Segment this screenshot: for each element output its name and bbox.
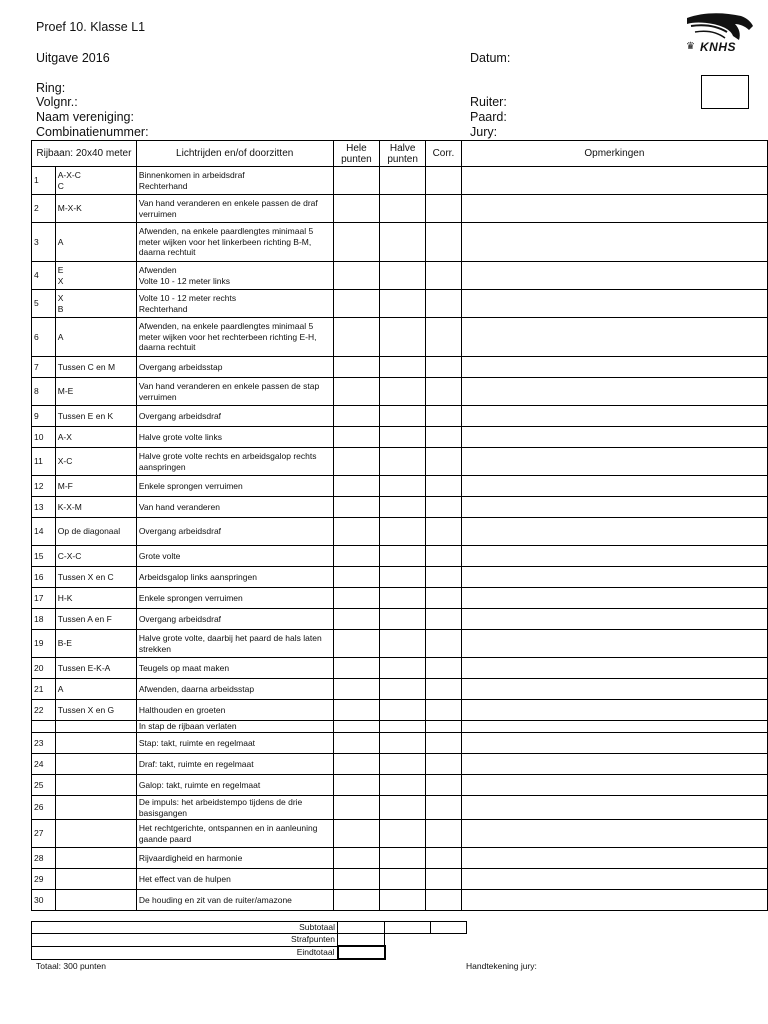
row-corr[interactable] [426, 448, 462, 476]
row-number: 12 [32, 476, 56, 497]
field-jury: Jury: [470, 125, 498, 139]
row-location: Tussen X en G [55, 700, 136, 721]
col-opmerkingen: Opmerkingen [461, 141, 767, 167]
row-number: 3 [32, 223, 56, 262]
row-number: 14 [32, 518, 56, 546]
row-movement: Van hand veranderen en enkele passen de stap verruimen [136, 378, 333, 406]
strafpunten-value[interactable] [338, 934, 385, 947]
row-corr[interactable] [426, 630, 462, 658]
table-row [32, 290, 768, 318]
row-number: 20 [32, 658, 56, 679]
row-halve-punten[interactable] [380, 820, 426, 848]
table-row [32, 679, 768, 700]
row-location: A-X [55, 427, 136, 448]
row-halve-punten[interactable] [380, 546, 426, 567]
row-corr[interactable] [426, 476, 462, 497]
row-number: 27 [32, 820, 56, 848]
row-opmerkingen[interactable] [461, 497, 767, 518]
row-number: 6 [32, 318, 56, 357]
row-movement: Arbeidsgalop links aanspringen [136, 567, 333, 588]
row-hele-punten[interactable] [333, 848, 380, 869]
row-movement: De impuls: het arbeidstempo tijdens de drie basisgangen [136, 796, 333, 820]
row-hele-punten[interactable] [333, 195, 380, 223]
row-corr[interactable] [426, 318, 462, 357]
row-opmerkingen[interactable] [461, 195, 767, 223]
row-movement: In stap de rijbaan verlaten [136, 721, 333, 733]
row-opmerkingen[interactable] [461, 378, 767, 406]
row-movement: Stap: takt, ruimte en regelmaat [136, 733, 333, 754]
row-location: K-X-M [55, 497, 136, 518]
row-corr[interactable] [426, 357, 462, 378]
row-corr[interactable] [426, 427, 462, 448]
table-row [32, 448, 768, 476]
table-row [32, 378, 768, 406]
row-corr[interactable] [426, 820, 462, 848]
row-location: Tussen C en M [55, 357, 136, 378]
crown-icon: ♛ [686, 41, 695, 52]
field-vereniging: Naam vereniging: [36, 110, 134, 124]
row-corr[interactable] [426, 290, 462, 318]
handtekening-jury: Handtekening jury: [466, 961, 537, 971]
row-corr[interactable] [426, 775, 462, 796]
row-location: A [55, 318, 136, 357]
number-box [701, 75, 749, 109]
row-opmerkingen[interactable] [461, 262, 767, 290]
table-row [32, 869, 768, 890]
row-location [55, 869, 136, 890]
row-corr[interactable] [426, 497, 462, 518]
row-hele-punten[interactable] [333, 546, 380, 567]
row-halve-punten[interactable] [380, 406, 426, 427]
row-location: Tussen A en F [55, 609, 136, 630]
row-opmerkingen[interactable] [461, 700, 767, 721]
row-location [55, 775, 136, 796]
row-corr[interactable] [426, 262, 462, 290]
row-corr[interactable] [426, 195, 462, 223]
field-ruiter: Ruiter: [470, 95, 507, 109]
row-halve-punten[interactable] [380, 448, 426, 476]
row-halve-punten[interactable] [380, 679, 426, 700]
row-hele-punten[interactable] [333, 427, 380, 448]
row-movement: Grote volte [136, 546, 333, 567]
field-paard: Paard: [470, 110, 507, 124]
row-halve-punten[interactable] [380, 733, 426, 754]
row-halve-punten[interactable] [380, 775, 426, 796]
row-location: Tussen E en K [55, 406, 136, 427]
edition: Uitgave 2016 [36, 51, 110, 65]
field-datum: Datum: [470, 51, 511, 65]
row-location: M-E [55, 378, 136, 406]
row-number: 5 [32, 290, 56, 318]
row-hele-punten[interactable] [333, 448, 380, 476]
row-halve-punten[interactable] [380, 518, 426, 546]
row-opmerkingen[interactable] [461, 733, 767, 754]
col-halve-punten: Halve punten [380, 141, 426, 167]
strafpunten-label: Strafpunten [32, 934, 338, 947]
row-movement: Halthouden en groeten [136, 700, 333, 721]
row-location [55, 733, 136, 754]
row-number: 24 [32, 754, 56, 775]
row-opmerkingen[interactable] [461, 588, 767, 609]
row-hele-punten[interactable] [333, 588, 380, 609]
row-corr[interactable] [426, 167, 462, 195]
table-row [32, 567, 768, 588]
row-movement: Afwenden Volte 10 - 12 meter links [136, 262, 333, 290]
row-number [32, 721, 56, 733]
row-corr[interactable] [426, 848, 462, 869]
table-row [32, 848, 768, 869]
row-number: 29 [32, 869, 56, 890]
totaal-punten: Totaal: 300 punten [36, 961, 106, 971]
row-movement: Van hand veranderen [136, 497, 333, 518]
row-location: A-X-C C [55, 167, 136, 195]
row-corr[interactable] [426, 223, 462, 262]
row-hele-punten[interactable] [333, 262, 380, 290]
row-opmerkingen[interactable] [461, 869, 767, 890]
row-opmerkingen[interactable] [461, 167, 767, 195]
row-halve-punten[interactable] [380, 869, 426, 890]
row-movement: Overgang arbeidsdraf [136, 406, 333, 427]
row-movement: Binnenkomen in arbeidsdraf Rechterhand [136, 167, 333, 195]
table-row [32, 820, 768, 848]
row-corr[interactable] [426, 588, 462, 609]
col-corr: Corr. [426, 141, 462, 167]
row-movement: Afwenden, na enkele paardlengtes minimaal 5 meter wijken voor het rechterbeen richting E-H, daarna rechtuit [136, 318, 333, 357]
row-location: B-E [55, 630, 136, 658]
row-number: 23 [32, 733, 56, 754]
row-halve-punten[interactable] [380, 700, 426, 721]
row-hele-punten[interactable] [333, 290, 380, 318]
row-hele-punten[interactable] [333, 406, 380, 427]
table-row [32, 357, 768, 378]
score-table [31, 140, 768, 911]
table-row [32, 318, 768, 357]
table-row [32, 700, 768, 721]
table-row [32, 733, 768, 754]
row-number: 15 [32, 546, 56, 567]
field-combinatienummer: Combinatienummer: [36, 125, 149, 139]
table-row [32, 518, 768, 546]
row-hele-punten[interactable] [333, 754, 380, 775]
table-row [32, 167, 768, 195]
row-halve-punten[interactable] [380, 721, 426, 733]
row-opmerkingen[interactable] [461, 448, 767, 476]
row-number: 30 [32, 890, 56, 911]
row-number: 25 [32, 775, 56, 796]
row-number: 8 [32, 378, 56, 406]
row-opmerkingen[interactable] [461, 721, 767, 733]
row-hele-punten[interactable] [333, 223, 380, 262]
row-opmerkingen[interactable] [461, 427, 767, 448]
row-hele-punten[interactable] [333, 609, 380, 630]
row-location: Op de diagonaal [55, 518, 136, 546]
row-corr[interactable] [426, 721, 462, 733]
row-hele-punten[interactable] [333, 796, 380, 820]
col-rijbaan: Rijbaan: 20x40 meter [32, 141, 137, 167]
subtotaal-hele[interactable] [338, 922, 385, 934]
row-halve-punten[interactable] [380, 476, 426, 497]
row-hele-punten[interactable] [333, 318, 380, 357]
row-hele-punten[interactable] [333, 869, 380, 890]
row-movement: Het rechtgerichte, ontspannen en in aanleuning gaande paard [136, 820, 333, 848]
row-hele-punten[interactable] [333, 476, 380, 497]
row-hele-punten[interactable] [333, 567, 380, 588]
row-movement: Van hand veranderen en enkele passen de draf verruimen [136, 195, 333, 223]
row-number: 4 [32, 262, 56, 290]
subtotaal-halve[interactable] [385, 922, 431, 934]
row-location: A [55, 223, 136, 262]
row-hele-punten[interactable] [333, 890, 380, 911]
row-halve-punten[interactable] [380, 630, 426, 658]
field-ring: Ring: [36, 81, 66, 95]
row-movement: Enkele sprongen verruimen [136, 588, 333, 609]
row-location: M-F [55, 476, 136, 497]
row-corr[interactable] [426, 406, 462, 427]
row-hele-punten[interactable] [333, 700, 380, 721]
row-hele-punten[interactable] [333, 679, 380, 700]
table-row [32, 476, 768, 497]
row-halve-punten[interactable] [380, 754, 426, 775]
table-row [32, 546, 768, 567]
row-hele-punten[interactable] [333, 721, 380, 733]
table-row [32, 427, 768, 448]
row-halve-punten[interactable] [380, 658, 426, 679]
row-corr[interactable] [426, 890, 462, 911]
row-opmerkingen[interactable] [461, 546, 767, 567]
row-location [55, 721, 136, 733]
row-opmerkingen[interactable] [461, 318, 767, 357]
table-row [32, 890, 768, 911]
field-volgnr: Volgnr.: [36, 95, 78, 109]
row-opmerkingen[interactable] [461, 775, 767, 796]
row-corr[interactable] [426, 754, 462, 775]
row-location: E X [55, 262, 136, 290]
row-movement: Overgang arbeidsdraf [136, 518, 333, 546]
row-opmerkingen[interactable] [461, 754, 767, 775]
table-row [32, 497, 768, 518]
row-halve-punten[interactable] [380, 848, 426, 869]
row-number: 9 [32, 406, 56, 427]
row-corr[interactable] [426, 796, 462, 820]
row-corr[interactable] [426, 378, 462, 406]
row-opmerkingen[interactable] [461, 518, 767, 546]
row-location: H-K [55, 588, 136, 609]
row-location [55, 890, 136, 911]
row-corr[interactable] [426, 609, 462, 630]
row-halve-punten[interactable] [380, 357, 426, 378]
row-location [55, 820, 136, 848]
row-corr[interactable] [426, 658, 462, 679]
row-hele-punten[interactable] [333, 775, 380, 796]
eindtotaal-label: Eindtotaal [32, 946, 338, 959]
row-halve-punten[interactable] [380, 262, 426, 290]
row-movement: Draf: takt, ruimte en regelmaat [136, 754, 333, 775]
row-location [55, 754, 136, 775]
logo-text: KNHS [700, 40, 737, 54]
row-halve-punten[interactable] [380, 588, 426, 609]
row-corr[interactable] [426, 733, 462, 754]
row-halve-punten[interactable] [380, 378, 426, 406]
row-halve-punten[interactable] [380, 195, 426, 223]
row-opmerkingen[interactable] [461, 658, 767, 679]
row-opmerkingen[interactable] [461, 567, 767, 588]
row-hele-punten[interactable] [333, 630, 380, 658]
row-number: 21 [32, 679, 56, 700]
row-location: M-X-K [55, 195, 136, 223]
row-opmerkingen[interactable] [461, 290, 767, 318]
row-opmerkingen[interactable] [461, 406, 767, 427]
row-halve-punten[interactable] [380, 609, 426, 630]
col-lichtrijden: Lichtrijden en/of doorzitten [136, 141, 333, 167]
row-movement: Halve grote volte rechts en arbeidsgalop rechts aanspringen [136, 448, 333, 476]
table-row [32, 609, 768, 630]
row-opmerkingen[interactable] [461, 679, 767, 700]
row-opmerkingen[interactable] [461, 820, 767, 848]
table-row [32, 588, 768, 609]
table-row [32, 262, 768, 290]
row-number: 1 [32, 167, 56, 195]
row-movement: Het effect van de hulpen [136, 869, 333, 890]
table-row [32, 223, 768, 262]
row-movement: Volte 10 - 12 meter rechts Rechterhand [136, 290, 333, 318]
row-opmerkingen[interactable] [461, 630, 767, 658]
row-hele-punten[interactable] [333, 518, 380, 546]
row-movement: Overgang arbeidsstap [136, 357, 333, 378]
row-movement: Afwenden, na enkele paardlengtes minimaal 5 meter wijken voor het linkerbeen richting B-M, daarna rechtuit [136, 223, 333, 262]
row-opmerkingen[interactable] [461, 476, 767, 497]
row-corr[interactable] [426, 518, 462, 546]
row-hele-punten[interactable] [333, 167, 380, 195]
row-corr[interactable] [426, 567, 462, 588]
row-number: 11 [32, 448, 56, 476]
table-row [32, 195, 768, 223]
col-hele-punten: Hele punten [333, 141, 380, 167]
row-halve-punten[interactable] [380, 427, 426, 448]
row-number: 17 [32, 588, 56, 609]
totals-table [31, 921, 467, 960]
row-number: 2 [32, 195, 56, 223]
row-number: 13 [32, 497, 56, 518]
row-corr[interactable] [426, 546, 462, 567]
row-opmerkingen[interactable] [461, 609, 767, 630]
row-location: A [55, 679, 136, 700]
row-opmerkingen[interactable] [461, 223, 767, 262]
row-location: X B [55, 290, 136, 318]
row-hele-punten[interactable] [333, 378, 380, 406]
table-row [32, 406, 768, 427]
row-number: 28 [32, 848, 56, 869]
row-location: X-C [55, 448, 136, 476]
row-movement: Rijvaardigheid en harmonie [136, 848, 333, 869]
table-row [32, 754, 768, 775]
row-location: Tussen X en C [55, 567, 136, 588]
table-row [32, 721, 768, 733]
row-number: 22 [32, 700, 56, 721]
subtotaal-label: Subtotaal [32, 922, 338, 934]
table-row [32, 775, 768, 796]
row-corr[interactable] [426, 700, 462, 721]
row-opmerkingen[interactable] [461, 848, 767, 869]
row-hele-punten[interactable] [333, 497, 380, 518]
row-number: 10 [32, 427, 56, 448]
row-halve-punten[interactable] [380, 318, 426, 357]
row-corr[interactable] [426, 869, 462, 890]
row-number: 18 [32, 609, 56, 630]
row-movement: Enkele sprongen verruimen [136, 476, 333, 497]
row-movement: De houding en zit van de ruiter/amazone [136, 890, 333, 911]
row-halve-punten[interactable] [380, 497, 426, 518]
eindtotaal-value[interactable] [338, 946, 385, 959]
row-hele-punten[interactable] [333, 733, 380, 754]
row-hele-punten[interactable] [333, 658, 380, 679]
table-row [32, 658, 768, 679]
row-movement: Halve grote volte, daarbij het paard de hals laten strekken [136, 630, 333, 658]
table-row [32, 630, 768, 658]
row-movement: Afwenden, daarna arbeidsstap [136, 679, 333, 700]
subtotaal-corr[interactable] [431, 922, 467, 934]
row-number: 16 [32, 567, 56, 588]
row-hele-punten[interactable] [333, 820, 380, 848]
row-halve-punten[interactable] [380, 890, 426, 911]
row-halve-punten[interactable] [380, 167, 426, 195]
row-location: C-X-C [55, 546, 136, 567]
row-number: 19 [32, 630, 56, 658]
row-opmerkingen[interactable] [461, 357, 767, 378]
row-halve-punten[interactable] [380, 567, 426, 588]
row-number: 7 [32, 357, 56, 378]
row-halve-punten[interactable] [380, 290, 426, 318]
row-hele-punten[interactable] [333, 357, 380, 378]
row-movement: Teugels op maat maken [136, 658, 333, 679]
row-movement: Overgang arbeidsdraf [136, 609, 333, 630]
row-number: 26 [32, 796, 56, 820]
row-halve-punten[interactable] [380, 223, 426, 262]
row-location [55, 796, 136, 820]
row-halve-punten[interactable] [380, 796, 426, 820]
row-corr[interactable] [426, 679, 462, 700]
row-movement: Galop: takt, ruimte en regelmaat [136, 775, 333, 796]
row-location [55, 848, 136, 869]
table-row [32, 796, 768, 820]
row-movement: Halve grote volte links [136, 427, 333, 448]
test-title: Proef 10. Klasse L1 [36, 20, 146, 34]
row-opmerkingen[interactable] [461, 890, 767, 911]
row-location: Tussen E-K-A [55, 658, 136, 679]
row-opmerkingen[interactable] [461, 796, 767, 820]
